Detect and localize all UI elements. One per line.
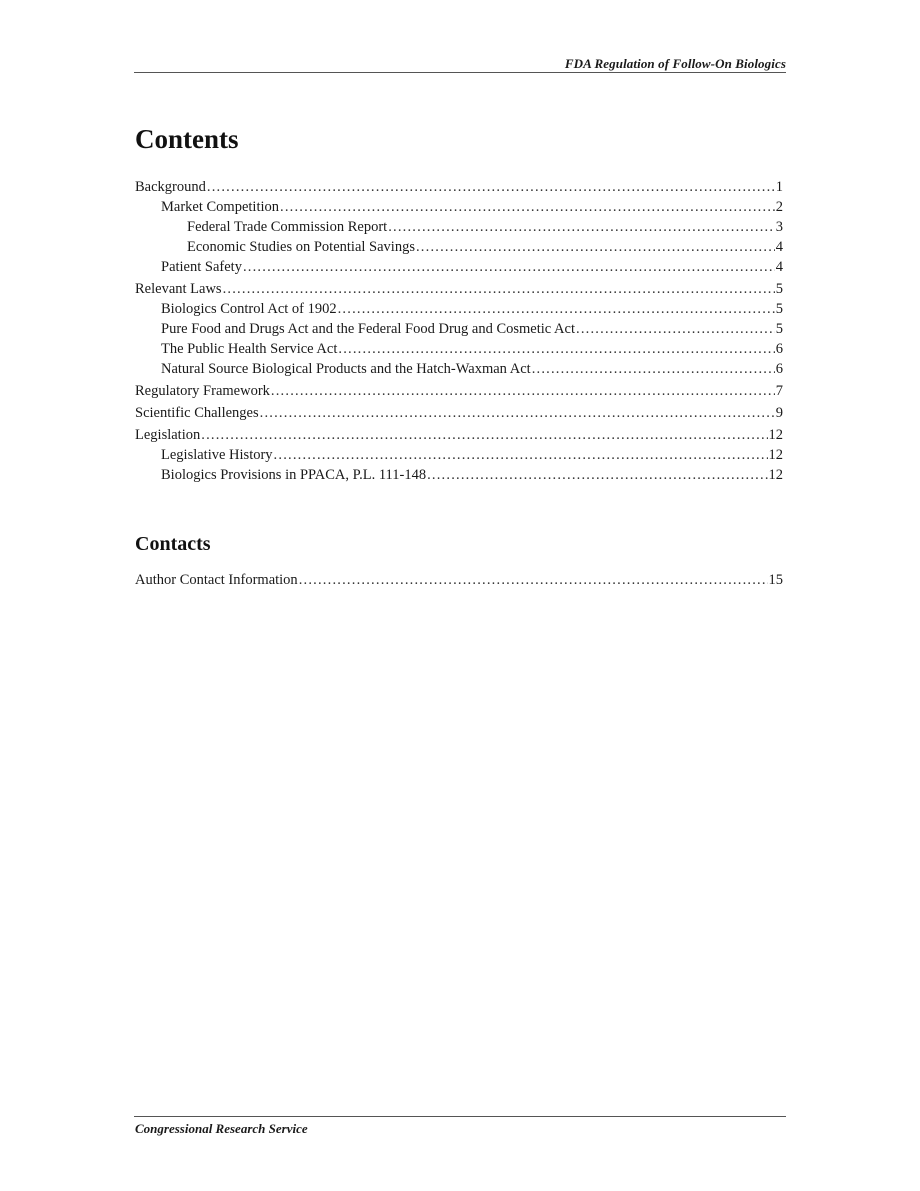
toc-entry-background[interactable]: Background ..... 1 bbox=[135, 177, 783, 197]
toc-entry-relevant-laws[interactable]: Relevant Laws ..... 5 bbox=[135, 279, 783, 299]
toc-entry-author-contact-information[interactable]: Author Contact Information ..... 15 bbox=[135, 570, 783, 590]
running-header: FDA Regulation of Follow-On Biologics bbox=[564, 56, 786, 71]
toc-entry-scientific-challenges[interactable]: Scientific Challenges ..... 9 bbox=[135, 403, 783, 423]
toc-page-number: 12 bbox=[768, 447, 783, 463]
toc-page-number: 3 bbox=[775, 219, 783, 235]
contacts-heading: Contacts bbox=[135, 533, 211, 555]
toc-page-number: 12 bbox=[768, 427, 783, 443]
toc-page-number: 1 bbox=[775, 179, 783, 195]
toc-page-number: 6 bbox=[775, 341, 783, 357]
toc-page-number: 7 bbox=[775, 383, 783, 399]
toc-entry-ftc-report[interactable]: Federal Trade Commission Report ..... 3 bbox=[135, 217, 783, 237]
footer-rule bbox=[134, 1116, 786, 1117]
toc-entry-pure-food-drugs-act[interactable]: Pure Food and Drugs Act and the Federal Food Drug and Cosmetic Act ..... 5 bbox=[135, 319, 783, 339]
toc-page-number: 15 bbox=[768, 572, 783, 588]
toc-page-number: 4 bbox=[775, 259, 783, 275]
toc-entry-hatch-waxman-act[interactable]: Natural Source Biological Products and the Hatch-Waxman Act ..... 6 bbox=[135, 359, 783, 379]
toc-entry-regulatory-framework[interactable]: Regulatory Framework ..... 7 bbox=[135, 381, 783, 401]
toc-page-number: 9 bbox=[775, 405, 783, 421]
toc-page-number: 4 bbox=[775, 239, 783, 255]
contents-heading: Contents bbox=[135, 124, 239, 154]
toc-entry-public-health-service-act[interactable]: The Public Health Service Act ..... 6 bbox=[135, 339, 783, 359]
toc-page-number: 5 bbox=[775, 301, 783, 317]
contacts-list bbox=[135, 570, 783, 590]
toc-entry-market-competition[interactable]: Market Competition ..... 2 bbox=[135, 197, 783, 217]
toc-entry-patient-safety[interactable]: Patient Safety ..... 4 bbox=[135, 257, 783, 277]
toc-entry-biologics-control-act[interactable]: Biologics Control Act of 1902 ..... 5 bbox=[135, 299, 783, 319]
toc-page-number: 6 bbox=[775, 361, 783, 377]
toc-page-number: 5 bbox=[775, 321, 783, 337]
running-footer: Congressional Research Service bbox=[135, 1121, 308, 1136]
toc-page-number: 12 bbox=[768, 467, 783, 483]
header-rule bbox=[134, 72, 786, 73]
toc-entry-economic-studies[interactable]: Economic Studies on Potential Savings ..... 4 bbox=[135, 237, 783, 257]
toc-page-number: 2 bbox=[775, 199, 783, 215]
toc-page-number: 5 bbox=[775, 281, 783, 297]
toc-entry-legislative-history[interactable]: Legislative History ..... 12 bbox=[135, 445, 783, 465]
table-of-contents bbox=[135, 177, 783, 485]
toc-entry-legislation[interactable]: Legislation ..... 12 bbox=[135, 425, 783, 445]
toc-entry-biologics-provisions-ppaca[interactable]: Biologics Provisions in PPACA, P.L. 111-148 ..... 12 bbox=[135, 465, 783, 485]
